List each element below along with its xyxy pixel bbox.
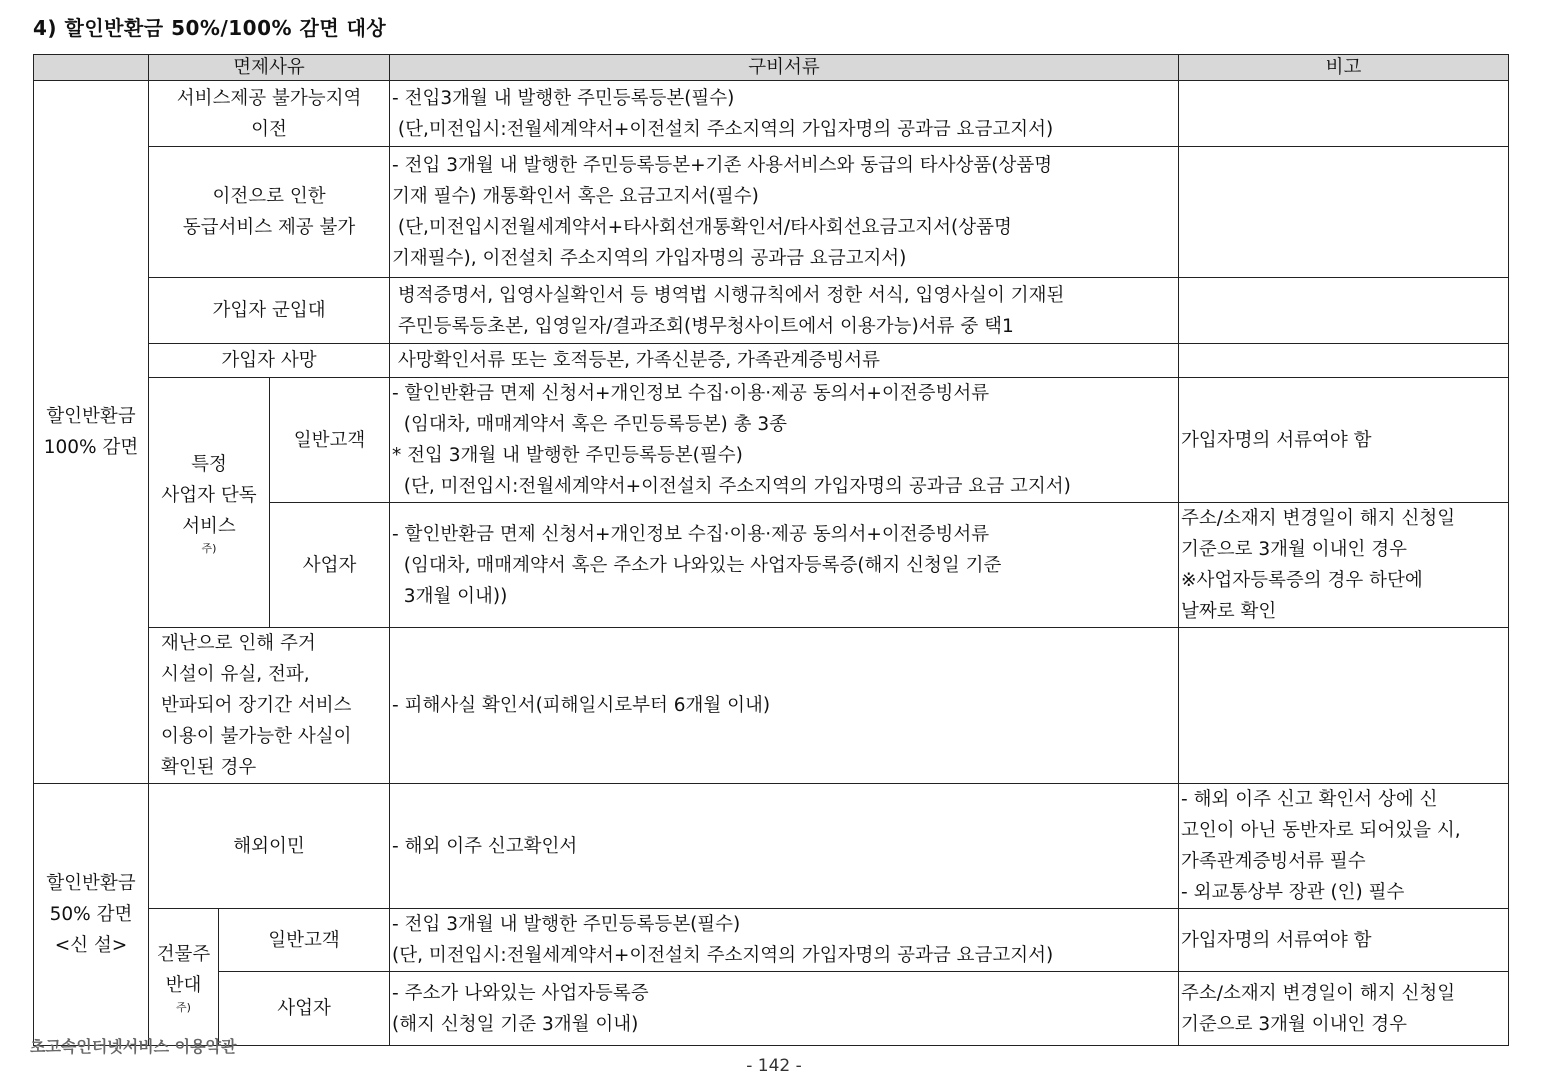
- table-row: [34, 81, 1509, 147]
- special-line: 특정: [191, 454, 227, 475]
- exemption-table: [33, 54, 1509, 1046]
- reason-line: 시설이 유실, 전파,: [161, 664, 310, 685]
- doc-line: 기재 필수) 개통확인서 혹은 요금고지서(필수): [392, 186, 759, 207]
- footnote-mark: 주): [201, 542, 217, 555]
- doc-line: 사망확인서류 또는 호적등본, 가족신분증, 가족관계증빙서류: [392, 350, 880, 371]
- special-service-label: [149, 378, 270, 628]
- reason-cell: 가입자 사망: [149, 344, 390, 378]
- special-line: 사업자 단독: [161, 485, 257, 506]
- documents-cell: [390, 909, 1179, 972]
- doc-line: (단, 미전입시:전월세계약서+이전설치 주소지역의 가입자명의 공과금 요금 고지서): [392, 476, 1071, 497]
- sub-type-cell: 일반고객: [270, 378, 390, 503]
- documents-cell: [390, 81, 1179, 147]
- group-100-line: 할인반환금: [46, 406, 136, 427]
- remark-line: 주소/소재지 변경일이 해지 신청일: [1181, 508, 1456, 529]
- reason-cell: [149, 628, 390, 784]
- table-row: [34, 784, 1509, 909]
- remarks-cell: [1179, 909, 1509, 972]
- remark-line: 가입자명의 서류여야 함: [1181, 929, 1372, 951]
- remarks-cell: [1179, 81, 1509, 147]
- table-row: [34, 972, 1509, 1046]
- header-documents: 구비서류: [390, 55, 1179, 81]
- reason-line: 확인된 경우: [161, 757, 257, 778]
- documents-cell: [390, 628, 1179, 784]
- page-number: - 142 -: [746, 1056, 802, 1076]
- table-row: [34, 628, 1509, 784]
- doc-line: 3개월 이내)): [392, 585, 508, 607]
- documents-cell: [390, 278, 1179, 344]
- header-reason: 면제사유: [149, 55, 390, 81]
- building-line: 반대: [165, 975, 202, 996]
- group-100-label: [34, 81, 149, 784]
- document-footer: 초고속인터넷서비스 이용약관: [30, 1037, 237, 1056]
- doc-line: - 전입 3개월 내 발행한 주민등록등본+기존 사용서비스와 동급의 타사상품(상품명: [392, 155, 1053, 176]
- sub-type-cell: 사업자: [219, 972, 390, 1046]
- reason-line: 이전: [251, 118, 287, 140]
- documents-cell: [390, 972, 1179, 1046]
- reason-line: 재난으로 인해 주거: [161, 633, 316, 654]
- doc-line: - 피해사실 확인서(피해일시로부터 6개월 이내): [392, 695, 771, 716]
- remarks-cell: [1179, 344, 1509, 378]
- special-line: 서비스: [182, 516, 236, 537]
- sub-type-cell: 사업자: [270, 503, 390, 628]
- remarks-cell: [1179, 378, 1509, 503]
- doc-line: * 전입 3개월 내 발행한 주민등록등본(필수): [392, 445, 743, 466]
- remarks-cell: [1179, 503, 1509, 628]
- documents-cell: [390, 503, 1179, 628]
- doc-line: (단, 미전입시:전월세계약서+이전설치 주소지역의 가입자명의 공과금 요금고지서): [392, 945, 1054, 966]
- documents-cell: [390, 784, 1179, 909]
- remark-line: 기준으로 3개월 이내인 경우: [1181, 539, 1408, 560]
- documents-cell: [390, 344, 1179, 378]
- doc-line: - 할인반환금 면제 신청서+개인정보 수집·이용·제공 동의서+이전증빙서류: [392, 383, 990, 404]
- doc-line: (임대차, 매매계약서 혹은 주민등록등본) 총 3종: [392, 414, 787, 435]
- doc-line: - 전입 3개월 내 발행한 주민등록등본(필수): [392, 914, 741, 935]
- remarks-cell: [1179, 784, 1509, 909]
- header-remarks: 비고: [1179, 55, 1509, 81]
- building-owner-label: [149, 909, 219, 1046]
- remarks-cell: [1179, 147, 1509, 278]
- remarks-cell: [1179, 972, 1509, 1046]
- group-50-line: 할인반환금: [46, 873, 136, 894]
- group-50-line: 50% 감면: [49, 904, 133, 925]
- doc-line: 주민등록등초본, 입영일자/결과조회(병무청사이트에서 이용가능)서류 중 택1: [392, 315, 1014, 337]
- footnote-mark: 주): [176, 1001, 191, 1014]
- remark-line: 고인이 아닌 동반자로 되어있을 시,: [1181, 820, 1461, 841]
- reason-cell: 가입자 군입대: [149, 278, 390, 344]
- group-50-label: [34, 784, 149, 1046]
- table-header-row: [34, 55, 1509, 81]
- reason-line: 서비스제공 불가능지역: [176, 87, 362, 109]
- group-100-line: 100% 감면: [43, 437, 139, 458]
- doc-line: 기재필수), 이전설치 주소지역의 가입자명의 공과금 요금고지서): [392, 248, 907, 269]
- header-blank: [34, 55, 149, 81]
- remark-line: 가족관계증빙서류 필수: [1181, 851, 1366, 872]
- reason-cell: [149, 81, 390, 147]
- remark-line: - 외교통상부 장관 (인) 필수: [1181, 882, 1405, 903]
- doc-line: - 전입3개월 내 발행한 주민등록등본(필수): [392, 87, 735, 109]
- doc-line: - 해외 이주 신고확인서: [392, 835, 578, 857]
- documents-cell: [390, 378, 1179, 503]
- table-row: [34, 147, 1509, 278]
- doc-line: (임대차, 매매계약서 혹은 주소가 나와있는 사업자등록증(해지 신청일 기준: [392, 554, 1002, 576]
- remark-line: - 해외 이주 신고 확인서 상에 신: [1181, 789, 1438, 810]
- reason-cell: [149, 147, 390, 278]
- sub-type-cell: 일반고객: [219, 909, 390, 972]
- remark-line: 가입자명의 서류여야 함: [1181, 429, 1372, 451]
- remarks-cell: [1179, 278, 1509, 344]
- reason-line: 동급서비스 제공 불가: [182, 217, 356, 238]
- remarks-cell: [1179, 628, 1509, 784]
- table-row: [34, 378, 1509, 503]
- reason-line: 이전으로 인한: [212, 186, 326, 207]
- doc-line: 병적증명서, 입영사실확인서 등 병역법 시행규칙에서 정한 서식, 입영사실이 기재된: [392, 284, 1065, 306]
- documents-cell: [390, 147, 1179, 278]
- remark-line: 주소/소재지 변경일이 해지 신청일: [1181, 982, 1456, 1004]
- doc-line: - 주소가 나와있는 사업자등록증: [392, 982, 649, 1004]
- reason-line: 이용이 불가능한 사실이: [161, 726, 352, 747]
- table-row: [34, 278, 1509, 344]
- remark-line: 날짜로 확인: [1181, 601, 1277, 622]
- remark-line: ※사업자등록증의 경우 하단에: [1181, 570, 1423, 591]
- table-row: [34, 909, 1509, 972]
- group-50-line: <신 설>: [54, 935, 128, 956]
- reason-line: 반파되어 장기간 서비스: [161, 695, 352, 716]
- table-row: [34, 344, 1509, 378]
- section-title: 4) 할인반환금 50%/100% 감면 대상: [33, 16, 387, 40]
- reason-cell: 해외이민: [149, 784, 390, 909]
- remark-line: 기준으로 3개월 이내인 경우: [1181, 1013, 1408, 1035]
- building-line: 건물주: [156, 944, 211, 965]
- doc-line: (해지 신청일 기준 3개월 이내): [392, 1013, 639, 1035]
- doc-line: (단,미전입시:전월세계약서+이전설치 주소지역의 가입자명의 공과금 요금고지서): [392, 118, 1054, 140]
- doc-line: - 할인반환금 면제 신청서+개인정보 수집·이용·제공 동의서+이전증빙서류: [392, 523, 990, 545]
- doc-line: (단,미전입시전월세계약서+타사회선개통확인서/타사회선요금고지서(상품명: [392, 217, 1012, 238]
